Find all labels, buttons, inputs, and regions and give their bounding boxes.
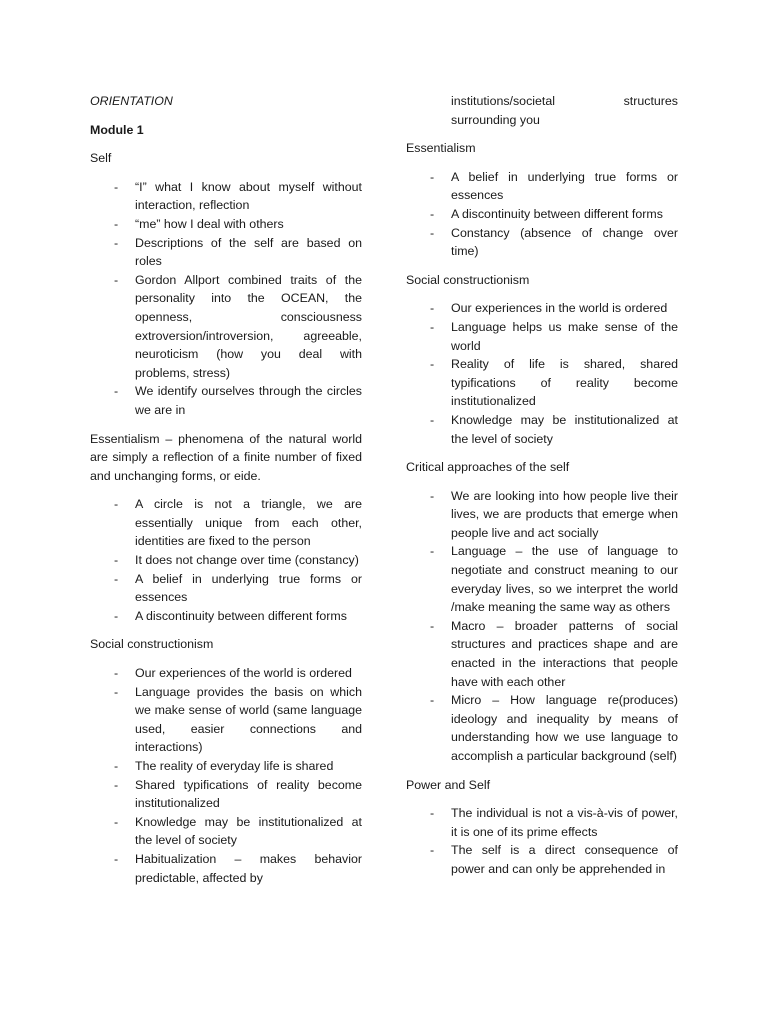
essentialism-list: [90, 495, 362, 625]
power-and-self-list: [406, 804, 678, 878]
power-and-self-heading: Power and Self: [406, 777, 491, 792]
list-item: - The self is a direct consequence of power and can only be apprehended in: [430, 843, 678, 876]
list-item: - Language provides the basis on which we make sense of world (same language used, easier connections and interactions): [114, 684, 362, 755]
social-constructionism-list: [90, 664, 362, 887]
social-constructionism-heading: Social constructionism: [90, 637, 214, 652]
critical-approaches-heading: Critical approaches of the self: [406, 460, 570, 475]
essentialism-list: [406, 168, 678, 261]
list-item: - Micro – How language re(produces) ideology and inequality by means of understanding how we use language to accomplish a particular background (self): [430, 693, 678, 763]
list-item: - Knowledge may be institutionalized at the level of society: [114, 814, 362, 848]
critical-approaches-list: [406, 487, 678, 766]
list-item: - “I” what I know about myself without interaction, reflection: [114, 179, 362, 213]
social-constructionism-list: [406, 299, 678, 448]
list-item: - Our experiences of the world is ordered: [114, 666, 352, 681]
list-item: - Reality of life is shared, shared typifications of reality become institutionalized: [430, 357, 678, 409]
list-item: - Gordon Allport combined traits of the personality into the OCEAN, the openness, consciousness extroversion/introversion, agreeable, neuroticism (how you deal with problems, stress): [114, 272, 362, 380]
list-item: - A belief in underlying true forms or essences: [430, 169, 678, 203]
list-item: - The individual is not a vis-à-vis of power, it is one of its prime effects: [430, 806, 678, 839]
list-item: - A belief in underlying true forms or essences: [114, 571, 362, 605]
social-constructionism-heading: Social constructionism: [406, 272, 530, 287]
list-item: - A discontinuity between different forms: [430, 206, 663, 221]
list-item: - It does not change over time (constancy): [114, 553, 359, 568]
self-heading: Self: [90, 151, 112, 166]
list-item: - The reality of everyday life is shared: [114, 759, 334, 773]
list-item: - We identify ourselves through the circles we are in: [114, 384, 362, 417]
module-heading: Module 1: [90, 122, 144, 137]
right-column: [406, 92, 678, 889]
list-item: - Language – the use of language to negotiate and construct meaning to our everyday lives, so we interpret the world /make meaning the same way as others: [430, 544, 678, 615]
list-item: - Shared typifications of reality become institutionalized: [114, 777, 362, 811]
list-item: - Knowledge may be institutionalized at the level of society: [430, 412, 678, 446]
document-title: ORIENTATION: [90, 94, 173, 108]
list-item: - Constancy (absence of change over time): [430, 225, 678, 259]
continued-list-text: institutions/societal structures surrounding you: [451, 94, 678, 127]
list-item: - “me” how I deal with others: [114, 216, 284, 231]
list-item: - Habitualization – makes behavior predictable, affected by: [114, 851, 362, 885]
list-item: - Our experiences in the world is ordered: [430, 301, 668, 316]
essentialism-heading: Essentialism: [406, 141, 476, 156]
list-item: - Macro – broader patterns of social structures and practices shape and are enacted in the interactions that people have with each other: [430, 618, 678, 689]
essentialism-paragraph: Essentialism – phenomena of the natural world are simply a reflection of a finite number of fixed and unchanging forms, or eide.: [90, 431, 362, 483]
left-column: [90, 92, 362, 897]
list-item: - A circle is not a triangle, we are essentially unique from each other, identities are fixed to the person: [114, 497, 362, 549]
list-item: - Language helps us make sense of the world: [430, 319, 678, 353]
list-item: - We are looking into how people live their lives, we are products that emerge when people live and act socially: [430, 488, 678, 540]
list-item: - A discontinuity between different forms: [114, 608, 347, 623]
list-item: - Descriptions of the self are based on roles: [114, 235, 362, 269]
self-list: [90, 178, 362, 420]
